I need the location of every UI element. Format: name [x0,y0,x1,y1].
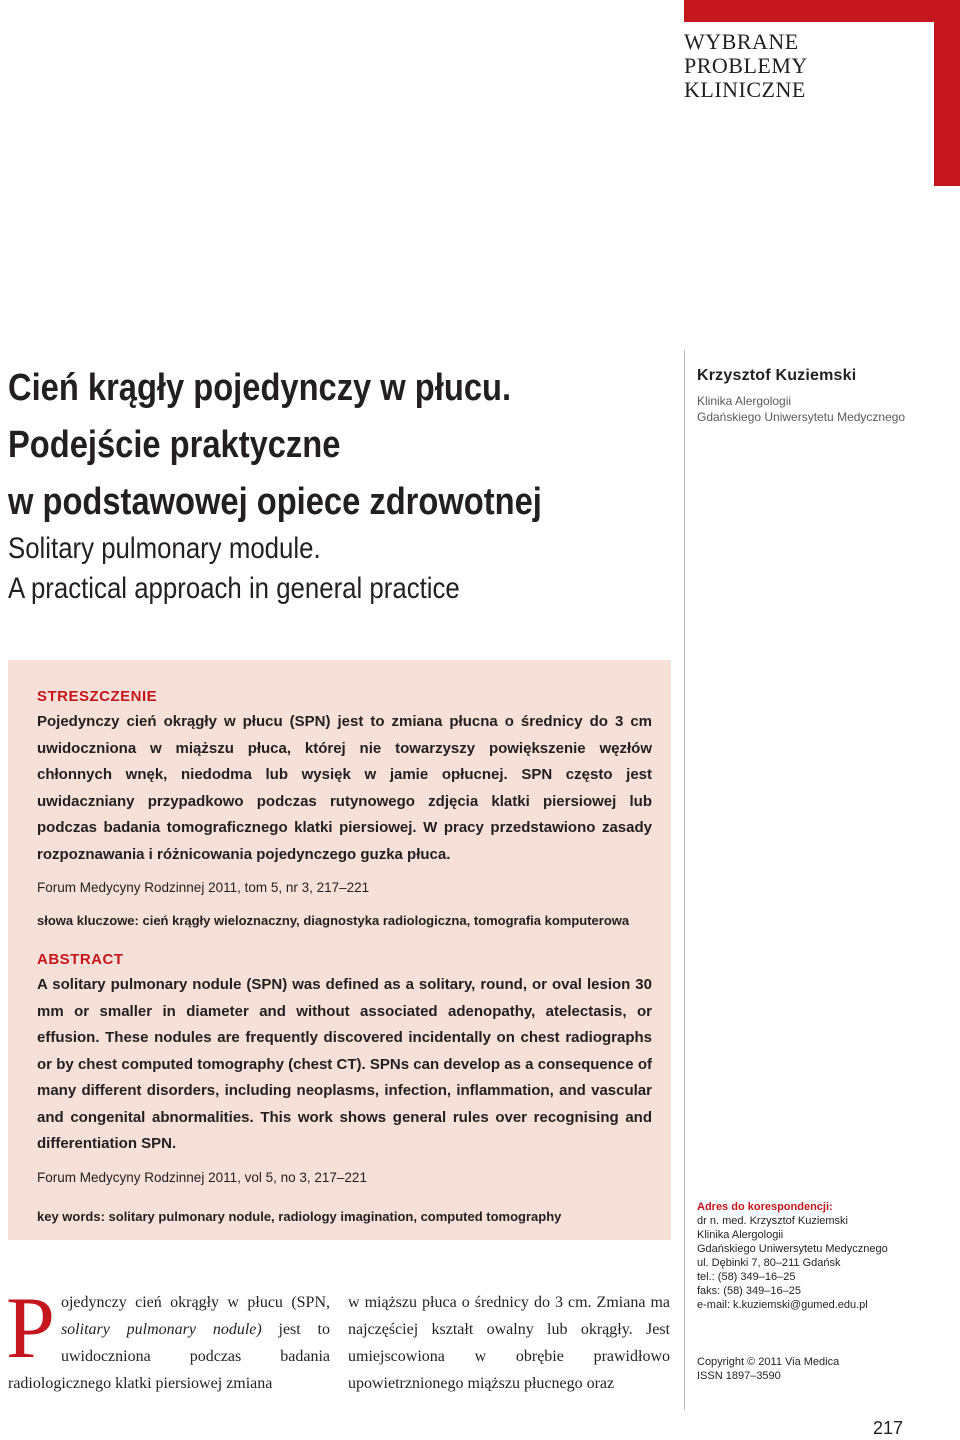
title-en-line: A practical approach in general practice [8,572,460,605]
abstract-en-keywords: key words: solitary pulmonary nodule, radiology imagination, computed tomography [37,1209,562,1224]
correspondence-line: faks: (58) 349–16–25 [697,1285,801,1297]
abstract-pl-keywords: słowa kluczowe: cień krągły wieloznaczny, diagnostyka radiologiczna, tomografia komputerowa [37,913,630,928]
correspondence-block [697,1200,947,1312]
abstract-en-citation: Forum Medycyny Rodzinnej 2011, vol 5, no 3, 217–221 [37,1170,367,1185]
drop-cap: P [6,1280,55,1377]
abstract-pl-text: Pojedynczy cień okrągły w płucu (SPN) jest to zmiana płucna o średnicy do 3 cm uwidoczniona w miąższu płuca, której nie towarzyszy powiększenie węzłów chłonnych wnęk, niedodma lub wysięk w jamie opłucnej. SPN często jest uwidaczniany przypadkowo podczas rutynowego zdjęcia klatki piersiowej lub podczas badania tomograficznego klatki piersiowej. W pracy przedstawiono zasady rozpoznawania i różnicowania pojedynczego guzka płuca. [37,713,652,863]
title-en-line: Solitary pulmonary module. [8,532,321,565]
abstract-en-heading: ABSTRACT [37,951,124,968]
page-number: 217 [872,1418,903,1438]
affiliation-line: Klinika Alergologii [697,394,792,408]
abstract-pl-citation: Forum Medycyny Rodzinnej 2011, tom 5, nr 3, 217–221 [37,880,370,895]
correspondence-line: ul. Dębinki 7, 80–211 Gdańsk [697,1257,841,1269]
section-label [684,30,924,102]
body-text: jest to uwidoczniona podczas badania radiologicznego klatki piersiowej zmiana [8,1321,330,1392]
author-name: Krzysztof Kuziemski [697,367,857,384]
section-label-line: KLINICZNE [684,77,806,102]
title-pl-line: w podstawowej opiece zdrowotnej [8,481,542,523]
body-text-italic: solitary pulmonary nodule) [60,1321,262,1338]
abstract-en [37,951,652,1158]
abstract-box [8,660,671,1240]
body-text: ojedynczy cień okrągły w płucu (SPN, [60,1294,330,1311]
red-corner-stripe [684,0,960,22]
title-pl-line: Podejście praktyczne [8,424,341,466]
red-side-bar [934,0,960,186]
title-block [8,360,668,611]
section-label-line: WYBRANE [684,29,799,54]
body-column-2: w miąższu płuca o średnicy do 3 cm. Zmiana ma najczęściej kształt owalny lub okrągły. Jest umiejscowiona w obrębie prawidłowo upowietrznionego miąższu płucnego oraz [348,1294,670,1392]
correspondence-line: dr n. med. Krzysztof Kuziemski [697,1215,848,1227]
copyright-block [697,1355,947,1383]
correspondence-heading: Adres do korespondencji: [697,1201,833,1213]
correspondence-line: Gdańskiego Uniwersytetu Medycznego [697,1243,888,1255]
copyright-line: Copyright © 2011 Via Medica [697,1356,840,1368]
affiliation-line: Gdańskiego Uniwersytetu Medycznego [697,410,906,424]
section-label-line: PROBLEMY [684,53,808,78]
correspondence-line: tel.: (58) 349–16–25 [697,1271,796,1283]
abstract-pl-heading: STRESZCZENIE [37,688,158,705]
author-block [697,367,959,425]
correspondence-line: Klinika Alergologii [697,1229,784,1241]
issn-line: ISSN 1897–3590 [697,1370,781,1382]
title-pl-line: Cień krągły pojedynczy w płucu. [8,367,512,409]
body-column-1 [6,1280,330,1397]
abstract-en-text: A solitary pulmonary nodule (SPN) was defined as a solitary, round, or oval lesion 30 mm or smaller in diameter and without associated adenopathy, atelectasis, or effusion. These nodules are frequently discovered incidentally on chest radiographs or by chest computed tomography (chest CT). SPNs can develop as a consequence of many different disorders, including neoplasms, infection, inflammation, and vascular and congenital abnormalities. This work shows general rules over recognising and differentiation SPN. [37,976,652,1152]
correspondence-email: e-mail: k.kuziemski@gumed.edu.pl [697,1299,868,1311]
author-affiliation [697,393,959,425]
abstract-pl [37,688,652,868]
column-divider [684,350,685,1410]
